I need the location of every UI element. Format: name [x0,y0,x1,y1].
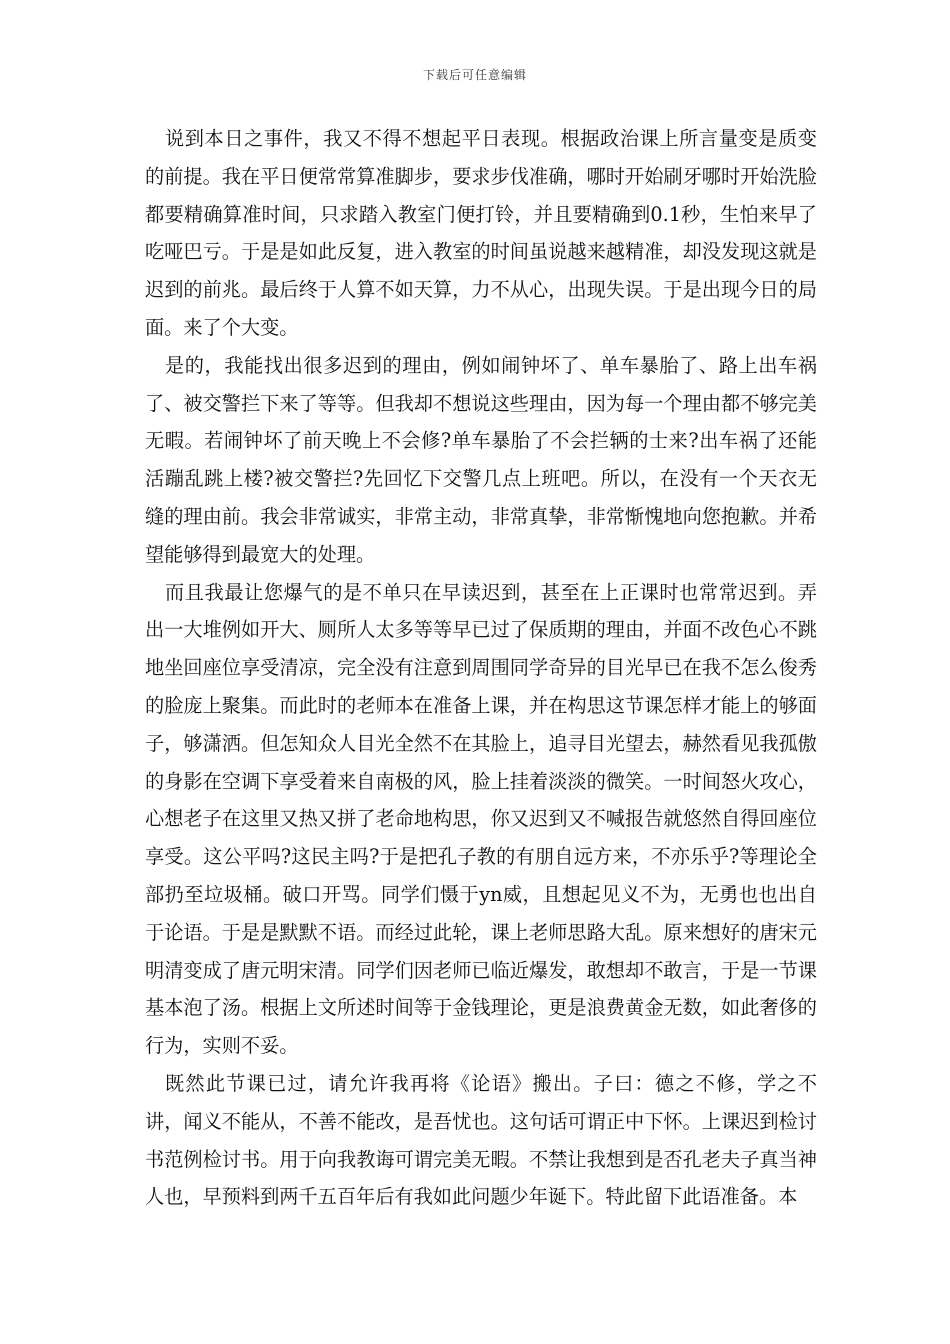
paragraph-3: 而且我最让您爆气的是不单只在早读迟到，甚至在上正课时也常常迟到。弄出一大堆例如开大、厕所人太多等等早已过了保质期的理由，并面不改色心不跳地坐回座位享受清凉，完全没有注意到周围同学奇异的目光早已在我不怎么俊秀的脸庞上聚集。而此时的老师本在准备上课，并在构思这节课怎样才能上的够面子，够潇洒。但怎知众人目光全然不在其脸上，追寻目光望去，赫然看见我孤傲的身影在空调下享受着来自南极的风，脸上挂着淡淡的微笑。一时间怒火攻心，心想老子在这里又热又拼了老命地构思，你又迟到又不喊报告就悠然自得回座位享受。这公平吗?这民主吗?于是把孔子教的有朋自远方来，不亦乐乎?等理论全部扔至垃圾桶。破口开骂。同学们慑于yn威，且想起见义不为，无勇也也出自于论语。于是是默默不语。而经过此轮，课上老师思路大乱。原来想好的唐宋元明清变成了唐元明宋清。同学们因老师已临近爆发，敢想却不敢言，于是一节课基本泡了汤。根据上文所述时间等于金钱理论，更是浪费黄金无数，如此奢侈的行为，实则不妥。 [145,580,817,1058]
paragraph-1: 说到本日之事件，我又不得不想起平日表现。根据政治课上所言量变是质变的前提。我在平日便常常算准脚步，要求步伐准确，哪时开始刷牙哪时开始洗脸都要精确算准时间，只求踏入教室门便打铃，并且要精确到0.1秒，生怕来早了吃哑巴亏。于是是如此反复，进入教室的时间虽说越来越精准，却没发现这就是迟到的前兆。最后终于人算不如天算，力不从心，出现失误。于是出现今日的局面。来了个大变。 [145,127,817,339]
page-header: 下载后可任意编辑 [422,68,527,82]
paragraph-2: 是的，我能找出很多迟到的理由，例如闹钟坏了、单车暴胎了、路上出车祸了、被交警拦下来了等等。但我却不想说这些理由，因为每一个理由都不够完美无暇。若闹钟坏了前天晚上不会修?单车暴胎了不会拦辆的士来?出车祸了还能活蹦乱跳上楼?被交警拦?先回忆下交警几点上班吧。所以，在没有一个天衣无缝的理由前。我会非常诚实，非常主动，非常真挚，非常惭愧地向您抱歉。并希望能够得到最宽大的处理。 [145,353,817,566]
paragraph-4: 既然此节课已过，请允许我再将《论语》搬出。子曰：德之不修，学之不讲，闻义不能从，不善不能改，是吾忧也。这句话可谓正中下怀。上课迟到检讨书范例检讨书。用于向我教诲可谓完美无暇。不禁让我想到是否孔老夫子真当神人也，早预料到两千五百年后有我如此问题少年诞下。特此留下此语准备。本 [145,1071,817,1209]
document-body [145,120,817,1216]
